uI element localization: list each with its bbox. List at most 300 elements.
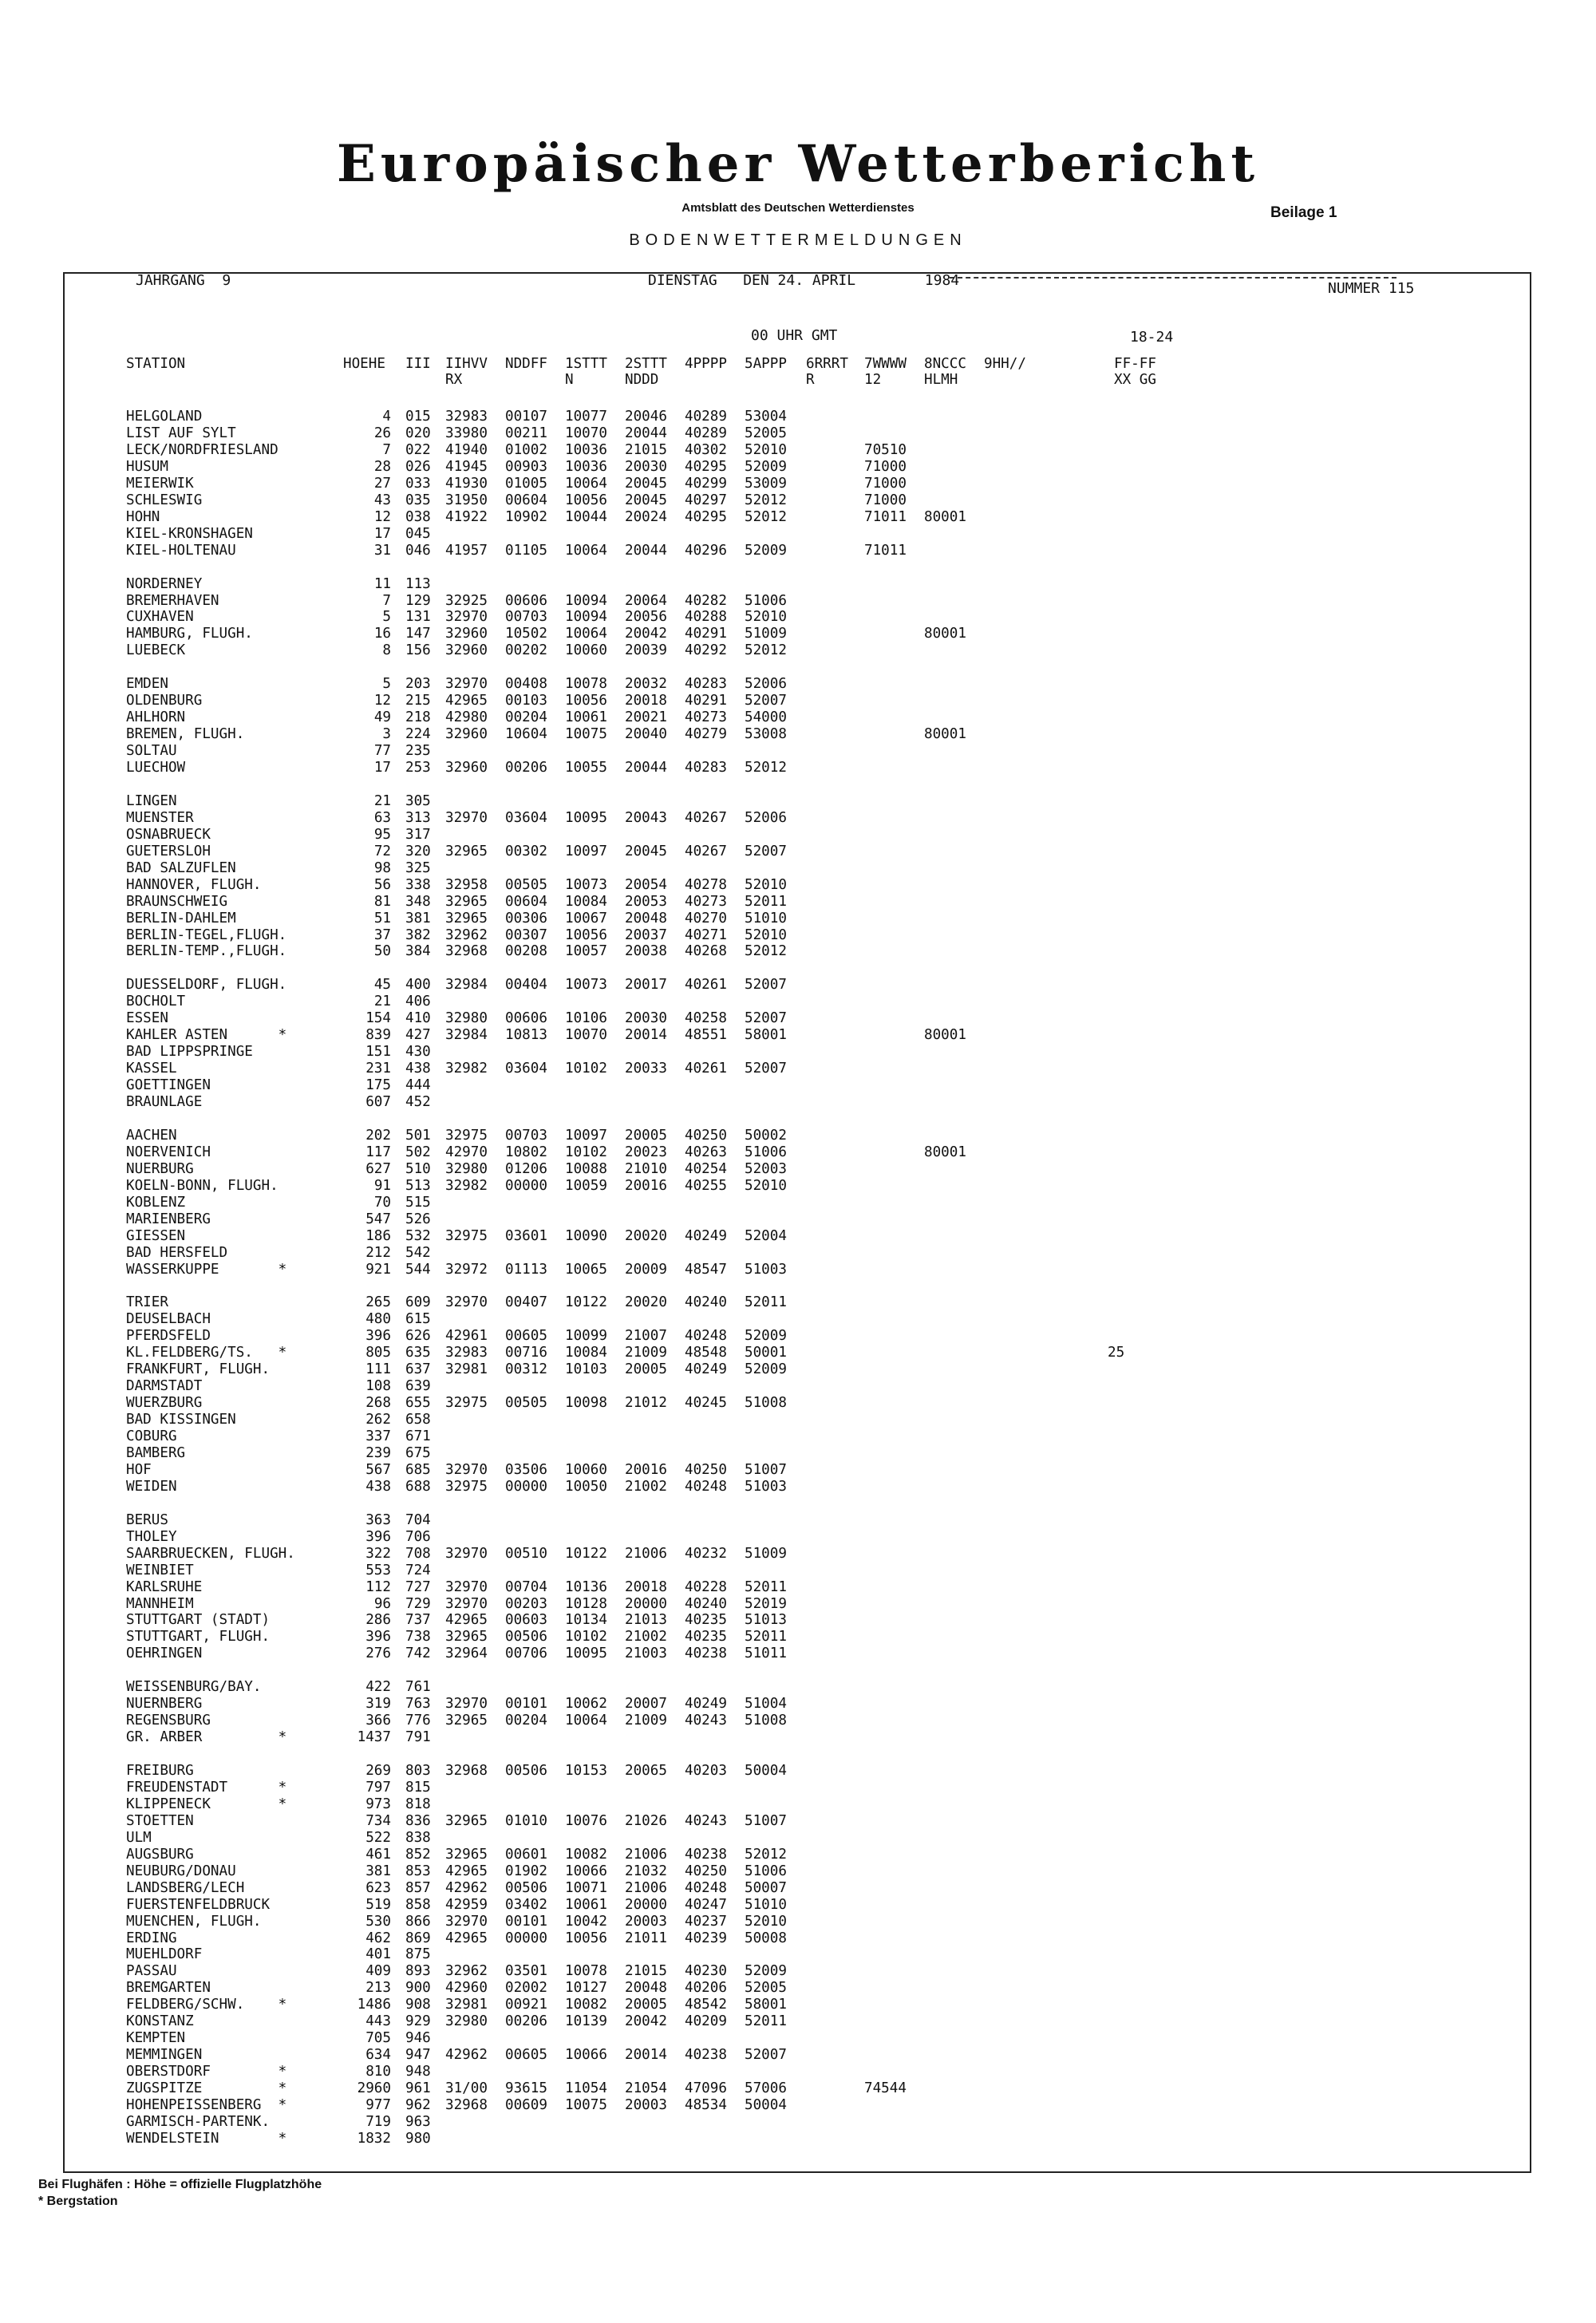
- station-name: MUENSTER: [126, 809, 194, 826]
- cell-value: 96: [373, 1595, 391, 1612]
- cell-value: 212: [365, 1244, 391, 1261]
- cell-value: 10095: [565, 1645, 607, 1662]
- cell-value: 40203: [685, 1763, 727, 1779]
- station-name: OEHRINGEN: [126, 1645, 203, 1662]
- cell-value: 41945: [445, 458, 488, 475]
- cell-value: 32965: [445, 1846, 488, 1863]
- cell-value: 40247: [685, 1896, 727, 1913]
- cell-value: 52007: [745, 1061, 787, 1077]
- cell-value: 337: [365, 1428, 391, 1444]
- station-name: BERLIN-TEMP.,FLUGH.: [126, 943, 287, 960]
- cell-value: 40271: [685, 926, 727, 943]
- cell-value: 10057: [565, 943, 607, 960]
- cell-value: 47096: [685, 2080, 727, 2096]
- column-header-2: III: [405, 356, 431, 372]
- cell-value: 742: [405, 1645, 431, 1662]
- cell-value: 40295: [685, 508, 727, 525]
- cell-value: 10044: [565, 508, 607, 525]
- cell-value: 461: [365, 1846, 391, 1863]
- station-name: LECK/NORDFRIESLAND: [126, 441, 279, 458]
- cell-value: 80001: [924, 1027, 966, 1044]
- station-name: HANNOVER, FLUGH.: [126, 876, 262, 893]
- cell-value: 10056: [565, 926, 607, 943]
- cell-value: 026: [405, 458, 431, 475]
- cell-value: 853: [405, 1863, 431, 1879]
- cell-value: 10064: [565, 1713, 607, 1729]
- cell-value: 52010: [745, 441, 787, 458]
- cell-value: 52010: [745, 609, 787, 626]
- station-name: HUSUM: [126, 458, 168, 475]
- station-name: KARLSRUHE: [126, 1578, 203, 1595]
- cell-value: 20042: [625, 626, 667, 642]
- station-name: MUENCHEN, FLUGH.: [126, 1913, 262, 1930]
- column-header-5: 1STTT: [565, 356, 607, 372]
- cell-value: 151: [365, 1044, 391, 1061]
- cell-value: 80001: [924, 1144, 966, 1160]
- cell-value: 317: [405, 826, 431, 843]
- station-name: AUGSBURG: [126, 1846, 194, 1863]
- cell-value: 37: [373, 926, 391, 943]
- cell-value: 40248: [685, 1328, 727, 1345]
- cell-value: 761: [405, 1679, 431, 1696]
- cell-value: 738: [405, 1629, 431, 1645]
- column-header-9: 6RRRT: [806, 356, 848, 372]
- cell-value: 01002: [505, 441, 547, 458]
- cell-value: 20020: [625, 1294, 667, 1311]
- cell-value: 10082: [565, 1846, 607, 1863]
- cell-value: 32981: [445, 1361, 488, 1378]
- cell-value: 10076: [565, 1812, 607, 1829]
- cell-value: 71011: [864, 508, 907, 525]
- cell-value: 10802: [505, 1144, 547, 1160]
- cell-value: 239: [365, 1444, 391, 1461]
- cell-value: 52009: [745, 1963, 787, 1980]
- cell-value: 42965: [445, 1930, 488, 1946]
- period-label: 18-24: [1130, 329, 1174, 346]
- cell-value: 03601: [505, 1227, 547, 1244]
- cell-value: 634: [365, 2047, 391, 2064]
- cell-value: 41930: [445, 475, 488, 492]
- cell-value: 80001: [924, 626, 966, 642]
- cell-value: 40209: [685, 2013, 727, 2030]
- cell-value: 21015: [625, 1963, 667, 1980]
- cell-value: 20023: [625, 1144, 667, 1160]
- cell-value: 10097: [565, 1127, 607, 1144]
- supplement-label: Beilage 1: [1270, 204, 1337, 221]
- cell-value: 20003: [625, 1913, 667, 1930]
- station-name: FREIBURG: [126, 1763, 194, 1779]
- cell-value: 00000: [505, 1930, 547, 1946]
- cell-value: 438: [365, 1478, 391, 1495]
- cell-value: 32970: [445, 1545, 488, 1562]
- cell-value: 52019: [745, 1595, 787, 1612]
- cell-value: 262: [365, 1412, 391, 1428]
- cell-value: 20043: [625, 809, 667, 826]
- cell-value: 51004: [745, 1696, 787, 1713]
- cell-value: 40291: [685, 693, 727, 709]
- cell-value: 510: [405, 1160, 431, 1177]
- cell-value: 706: [405, 1528, 431, 1545]
- cell-value: 00000: [505, 1478, 547, 1495]
- cell-value: 21009: [625, 1713, 667, 1729]
- station-name: ERDING: [126, 1930, 177, 1946]
- cell-value: 58001: [745, 1027, 787, 1044]
- cell-value: 10095: [565, 809, 607, 826]
- station-name: KOBLENZ: [126, 1194, 186, 1211]
- station-name: ULM: [126, 1829, 152, 1846]
- cell-value: 00609: [505, 2096, 547, 2113]
- cell-value: 20030: [625, 458, 667, 475]
- cell-value: 51008: [745, 1395, 787, 1412]
- cell-value: 21010: [625, 1160, 667, 1177]
- station-name: EMDEN: [126, 676, 168, 693]
- publication-subtitle: Amtsblatt des Deutschen Wetterdienstes: [681, 201, 915, 215]
- cell-value: 10070: [565, 1027, 607, 1044]
- cell-value: 175: [365, 1077, 391, 1093]
- cell-value: 10061: [565, 1896, 607, 1913]
- cell-value: 1437: [357, 1729, 391, 1746]
- cell-value: 20000: [625, 1896, 667, 1913]
- cell-value: 20009: [625, 1261, 667, 1278]
- cell-value: 10056: [565, 693, 607, 709]
- cell-value: 452: [405, 1094, 431, 1110]
- station-name: NORDERNEY: [126, 575, 203, 592]
- cell-value: 03501: [505, 1963, 547, 1980]
- cell-value: 1832: [357, 2130, 391, 2147]
- cell-value: 31/00: [445, 2080, 488, 2096]
- cell-value: 20016: [625, 1177, 667, 1194]
- cell-value: 381: [405, 910, 431, 926]
- cell-value: 607: [365, 1094, 391, 1110]
- cell-value: 857: [405, 1879, 431, 1896]
- cell-value: 32970: [445, 1294, 488, 1311]
- station-name: OSNABRUECK: [126, 826, 211, 843]
- cell-value: 235: [405, 743, 431, 759]
- cell-value: 32962: [445, 1963, 488, 1980]
- cell-value: 01005: [505, 475, 547, 492]
- cell-value: 265: [365, 1294, 391, 1311]
- cell-value: 32975: [445, 1395, 488, 1412]
- cell-value: 384: [405, 943, 431, 960]
- cell-value: 147: [405, 626, 431, 642]
- cell-value: 52010: [745, 1913, 787, 1930]
- cell-value: 215: [405, 693, 431, 709]
- cell-value: 43: [373, 492, 391, 508]
- cell-value: 313: [405, 809, 431, 826]
- cell-value: 10055: [565, 760, 607, 776]
- cell-value: 32968: [445, 1763, 488, 1779]
- cell-value: 10066: [565, 1863, 607, 1879]
- cell-value: 32981: [445, 1997, 488, 2013]
- cell-value: 348: [405, 893, 431, 910]
- cell-value: 869: [405, 1930, 431, 1946]
- cell-value: 20038: [625, 943, 667, 960]
- cell-value: 20042: [625, 2013, 667, 2030]
- cell-value: 42965: [445, 1612, 488, 1629]
- cell-value: 286: [365, 1612, 391, 1629]
- cell-value: 00211: [505, 425, 547, 441]
- cell-value: 10060: [565, 642, 607, 659]
- cell-value: 443: [365, 2013, 391, 2030]
- cell-value: 51013: [745, 1612, 787, 1629]
- cell-value: 10102: [565, 1061, 607, 1077]
- cell-value: 438: [405, 1061, 431, 1077]
- cell-value: 547: [365, 1211, 391, 1227]
- cell-value: 40237: [685, 1913, 727, 1930]
- cell-value: 52009: [745, 542, 787, 559]
- cell-value: 80001: [924, 726, 966, 743]
- cell-value: 480: [365, 1311, 391, 1328]
- station-name: LUEBECK: [126, 642, 186, 659]
- station-name: AACHEN: [126, 1127, 177, 1144]
- cell-value: 10153: [565, 1763, 607, 1779]
- cell-value: 519: [365, 1896, 391, 1913]
- cell-value: 32970: [445, 1696, 488, 1713]
- cell-value: 033: [405, 475, 431, 492]
- publication-title: Europäischer Wetterbericht: [337, 134, 1259, 194]
- cell-value: 00604: [505, 492, 547, 508]
- cell-value: 10062: [565, 1696, 607, 1713]
- station-name: DEUSELBACH: [126, 1311, 211, 1328]
- cell-value: 32965: [445, 1812, 488, 1829]
- cell-value: 40248: [685, 1879, 727, 1896]
- station-name: HOF: [126, 1461, 152, 1478]
- cell-value: 276: [365, 1645, 391, 1662]
- cell-value: 01902: [505, 1863, 547, 1879]
- cell-value: 93615: [505, 2080, 547, 2096]
- cell-value: 21006: [625, 1879, 667, 1896]
- cell-value: 40235: [685, 1629, 727, 1645]
- cell-value: 51007: [745, 1461, 787, 1478]
- cell-value: 117: [365, 1144, 391, 1160]
- cell-value: 53004: [745, 409, 787, 425]
- cell-value: 10075: [565, 2096, 607, 2113]
- observation-time: 00 UHR GMT: [751, 327, 838, 344]
- cell-value: 03604: [505, 1061, 547, 1077]
- cell-value: 10122: [565, 1545, 607, 1562]
- cell-value: 52012: [745, 642, 787, 659]
- station-name: BAD LIPPSPRINGE: [126, 1044, 253, 1061]
- cell-value: 32960: [445, 642, 488, 659]
- cell-value: 40267: [685, 809, 727, 826]
- cell-value: 11: [373, 575, 391, 592]
- cell-value: 00312: [505, 1361, 547, 1378]
- cell-value: 31950: [445, 492, 488, 508]
- cell-value: 400: [405, 977, 431, 994]
- column-header-11: HLMH: [924, 372, 958, 388]
- cell-value: 21026: [625, 1812, 667, 1829]
- cell-value: 00921: [505, 1997, 547, 2013]
- cell-value: 40283: [685, 760, 727, 776]
- cell-value: 10084: [565, 1345, 607, 1361]
- cell-value: 40292: [685, 642, 727, 659]
- cell-value: 10127: [565, 1980, 607, 1997]
- cell-value: 615: [405, 1311, 431, 1328]
- cell-value: 00404: [505, 977, 547, 994]
- cell-value: 52012: [745, 1846, 787, 1863]
- station-name: WENDELSTEIN *: [126, 2130, 287, 2147]
- station-name: BAD SALZUFLEN: [126, 859, 236, 876]
- cell-value: 1486: [357, 1997, 391, 2013]
- station-name: KIEL-KRONSHAGEN: [126, 525, 253, 542]
- cell-value: 00703: [505, 1127, 547, 1144]
- cell-value: 32972: [445, 1261, 488, 1278]
- cell-value: 32968: [445, 2096, 488, 2113]
- cell-value: 40255: [685, 1177, 727, 1194]
- cell-value: 980: [405, 2130, 431, 2147]
- column-header-11: 8NCCC: [924, 356, 966, 372]
- cell-value: 51010: [745, 910, 787, 926]
- cell-value: 218: [405, 709, 431, 726]
- column-header-6: 2STTT: [625, 356, 667, 372]
- cell-value: 729: [405, 1595, 431, 1612]
- cell-value: 42960: [445, 1980, 488, 1997]
- cell-value: 32970: [445, 1578, 488, 1595]
- cell-value: 253: [405, 760, 431, 776]
- cell-value: 203: [405, 676, 431, 693]
- cell-value: 00505: [505, 1395, 547, 1412]
- cell-value: 00408: [505, 676, 547, 693]
- footnote-airports: Bei Flughäfen : Höhe = offizielle Flugplatzhöhe: [38, 2178, 322, 2191]
- station-name: PASSAU: [126, 1963, 177, 1980]
- cell-value: 10070: [565, 425, 607, 441]
- cell-value: 00103: [505, 693, 547, 709]
- station-name: GIESSEN: [126, 1227, 186, 1244]
- cell-value: 32970: [445, 609, 488, 626]
- cell-value: 10102: [565, 1629, 607, 1645]
- column-header-4: NDDFF: [505, 356, 547, 372]
- cell-value: 41922: [445, 508, 488, 525]
- cell-value: 202: [365, 1127, 391, 1144]
- column-header-10: 12: [864, 372, 882, 388]
- cell-value: 52004: [745, 1227, 787, 1244]
- cell-value: 015: [405, 409, 431, 425]
- cell-value: 45: [373, 977, 391, 994]
- cell-value: 836: [405, 1812, 431, 1829]
- station-name: BOCHOLT: [126, 994, 186, 1010]
- column-header-0: STATION: [126, 356, 186, 372]
- cell-value: 20045: [625, 475, 667, 492]
- cell-value: 32980: [445, 2013, 488, 2030]
- cell-value: 530: [365, 1913, 391, 1930]
- cell-value: 48548: [685, 1345, 727, 1361]
- cell-value: 21054: [625, 2080, 667, 2096]
- cell-value: 40261: [685, 1061, 727, 1077]
- station-name: MANNHEIM: [126, 1595, 194, 1612]
- station-name: REGENSBURG: [126, 1713, 211, 1729]
- cell-value: 10102: [565, 1144, 607, 1160]
- cell-value: 32965: [445, 893, 488, 910]
- cell-value: 908: [405, 1997, 431, 2013]
- cell-value: 00208: [505, 943, 547, 960]
- cell-value: 01206: [505, 1160, 547, 1177]
- cell-value: 40283: [685, 676, 727, 693]
- station-name: WEINBIET: [126, 1562, 194, 1578]
- cell-value: 42962: [445, 2047, 488, 2064]
- cell-value: 462: [365, 1930, 391, 1946]
- station-name: HELGOLAND: [126, 409, 203, 425]
- cell-value: 58001: [745, 1997, 787, 2013]
- cell-value: 961: [405, 2080, 431, 2096]
- cell-value: 00206: [505, 760, 547, 776]
- cell-value: 626: [405, 1328, 431, 1345]
- cell-value: 10136: [565, 1578, 607, 1595]
- cell-value: 929: [405, 2013, 431, 2030]
- station-name: ESSEN: [126, 1010, 168, 1027]
- cell-value: 501: [405, 1127, 431, 1144]
- cell-value: 01105: [505, 542, 547, 559]
- cell-value: 020: [405, 425, 431, 441]
- station-name: BRAUNLAGE: [126, 1094, 203, 1110]
- cell-value: 51011: [745, 1645, 787, 1662]
- cell-value: 2960: [357, 2080, 391, 2096]
- cell-value: 00510: [505, 1545, 547, 1562]
- cell-value: 17: [373, 760, 391, 776]
- cell-value: 00101: [505, 1696, 547, 1713]
- cell-value: 32965: [445, 843, 488, 859]
- cell-value: 035: [405, 492, 431, 508]
- cell-value: 10139: [565, 2013, 607, 2030]
- cell-value: 32983: [445, 1345, 488, 1361]
- cell-value: 52010: [745, 926, 787, 943]
- cell-value: 52007: [745, 1010, 787, 1027]
- cell-value: 52007: [745, 977, 787, 994]
- cell-value: 727: [405, 1578, 431, 1595]
- cell-value: 52010: [745, 1177, 787, 1194]
- column-header-1: HOEHE: [343, 356, 385, 372]
- cell-value: 51003: [745, 1261, 787, 1278]
- cell-value: 70: [373, 1194, 391, 1211]
- cell-value: 10056: [565, 1930, 607, 1946]
- cell-value: 32968: [445, 943, 488, 960]
- cell-value: 40296: [685, 542, 727, 559]
- cell-value: 40238: [685, 1846, 727, 1863]
- column-header-8: 5APPP: [745, 356, 787, 372]
- station-name: SAARBRUECKEN, FLUGH.: [126, 1545, 295, 1562]
- cell-value: 95: [373, 826, 391, 843]
- cell-value: 20037: [625, 926, 667, 943]
- cell-value: 32970: [445, 676, 488, 693]
- cell-value: 32970: [445, 1913, 488, 1930]
- cell-value: 28: [373, 458, 391, 475]
- cell-value: 32975: [445, 1227, 488, 1244]
- cell-value: 52009: [745, 1328, 787, 1345]
- cell-value: 42959: [445, 1896, 488, 1913]
- cell-value: 893: [405, 1963, 431, 1980]
- cell-value: 396: [365, 1328, 391, 1345]
- cell-value: 32984: [445, 1027, 488, 1044]
- cell-value: 48551: [685, 1027, 727, 1044]
- column-header-9: R: [806, 372, 815, 388]
- station-name: WEISSENBURG/BAY.: [126, 1679, 262, 1696]
- cell-value: 32970: [445, 1595, 488, 1612]
- cell-value: 40289: [685, 425, 727, 441]
- cell-value: 40235: [685, 1612, 727, 1629]
- cell-value: 20040: [625, 726, 667, 743]
- cell-value: 20065: [625, 1763, 667, 1779]
- cell-value: 01113: [505, 1261, 547, 1278]
- cell-value: 20003: [625, 2096, 667, 2113]
- cell-value: 48547: [685, 1261, 727, 1278]
- cell-value: 20007: [625, 1696, 667, 1713]
- cell-value: 21006: [625, 1545, 667, 1562]
- station-name: AHLHORN: [126, 709, 186, 726]
- cell-value: 42980: [445, 709, 488, 726]
- cell-value: 10813: [505, 1027, 547, 1044]
- cell-value: 20044: [625, 425, 667, 441]
- station-name: NOERVENICH: [126, 1144, 211, 1160]
- cell-value: 635: [405, 1345, 431, 1361]
